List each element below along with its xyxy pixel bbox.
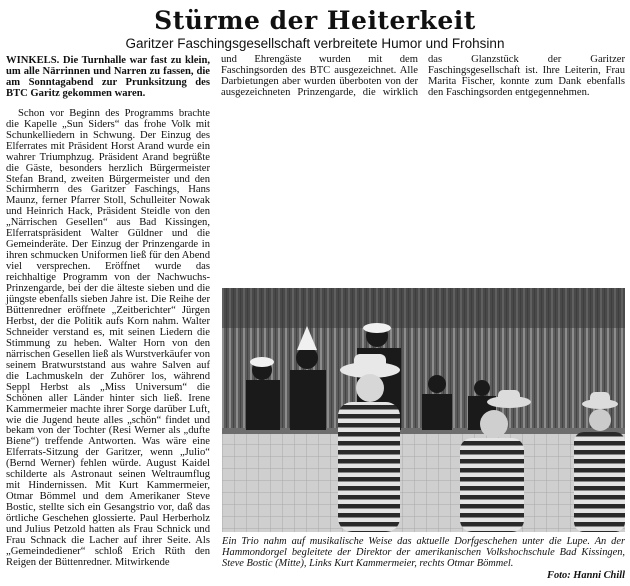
photo-credit: Foto: Hanni Chill <box>547 570 625 581</box>
article-column-1 <box>6 56 210 569</box>
article-body-part-1: Schon vor Beginn des Programms brachte die Kapelle „Sun Siders“ das frohe Volk mit Schunkelliedern in Schwung. Der Einzug des Elferrates mit Präsident Horst Arand wurde ein wahrer Triumphzug. Präsident Arand begrüßte die Gäste, besonders herzlich Bürgermeister Stefan Brand, zweiten Bürgermeister und den Schirmherrn des Garitzer Faschings, Hans Maunz, ferner Pfarrer Stoll, Schulleiter Nowak und Heinrich Hack, Präsident Steidle von den „Närrischen Gesellen“ aus Bad Kissingen, Elferratspräsident Walter Güldner und die Gemeinderäte. Der Einzug der Prinzengarde in ihren schmucken Uniformen ließ für den Abend viel versprechen. Eröffnet wurde das reichhaltige Programm von der Nachwuchs-Prinzengarde, bei der die älteste sieben und die jüngste ebenfalls sieben Jahre ist. Die Reihe der Büttenredner eröffnete „Zeitberichter“ Jürgen Herbst, der die Politik aufs Korn nahm. Walter Schneider verstand es, mit seinen Liedern die Stimmung zu heben. Walter Horn von den närrischen Gesellen ließ als Wurstverkäufer von seinem Bratwurststand aus wahre Salven auf die Lachmuskeln der Zuhörer los, während Seppl Herbst als „Miss Universum“ die Schönen aller Länder hinter sich ließ. Irene Kammermeier machte ihrer Sorge darüber Luft, wie die Jugend heute alles „schön“ findet und bekam von der Tochter (Resi Werner als „dufte Biene“) treffende Antworten. Was wäre eine Elferrats-Sitzung der Garitzer, wenn „Julio“ (Bernd Werner) fehlen würde. August Kaidel schilderte als Astronaut seinen Weltraumflug mit Hindernissen. Mit Kurt Kammermeier, Otmar Bömmel und dem Amerikaner Steve Bostic, stellte sich ein Gesangstrio vor, daß das örtliche Geschehen glossierte. Paul Herberholz und Julius Petzold hatten als Frau Schnick und Frau Schnack die Lacher auf ihrer Seite. Als „Gemeindediener“ schloß Erich Rüth den Reigen der Büttenredner. Mitwirkende <box>6 107 210 568</box>
trio-photo-illustration <box>222 288 625 532</box>
subheadline: Garitzer Faschingsgesellschaft verbreitete Humor und Frohsinn <box>125 36 505 51</box>
article-column-2 <box>221 55 625 281</box>
article-body-part-2: und Ehrengäste wurden mit dem Faschingsorden des BTC ausgezeichnet. Alle Darbietungen aber wurden überboten von der ausgezeichneten Prinzengarde, die wirklich das Glanzstück der Garitzer Faschingsgesellschaft ist. Ihre Leiterin, Frau Marita Fischer, konnte zum Dank ebenfalls den Faschingsorden entgegennehmen. <box>221 54 625 98</box>
press-photo <box>222 288 625 532</box>
headline: Stürme der Heiterkeit <box>154 6 476 35</box>
article-lead: WINKELS. Die Turnhalle war fast zu klein, um alle Närrinnen und Narren zu fassen, die am Sonntagabend zur Prunksitzung des BTC Garitz gekommen waren. <box>6 55 210 99</box>
photo-caption: Ein Trio nahm auf musikalische Weise das aktuelle Dorfgeschehen unter die Lupe. An der Hammondorgel begleitete der Direktor der amerikanischen Volkshochschule Bad Kissingen, Steve Bostic (Mitte), Links Kurt Kammermeier, rechts Otmar Bömmel. <box>222 536 625 569</box>
